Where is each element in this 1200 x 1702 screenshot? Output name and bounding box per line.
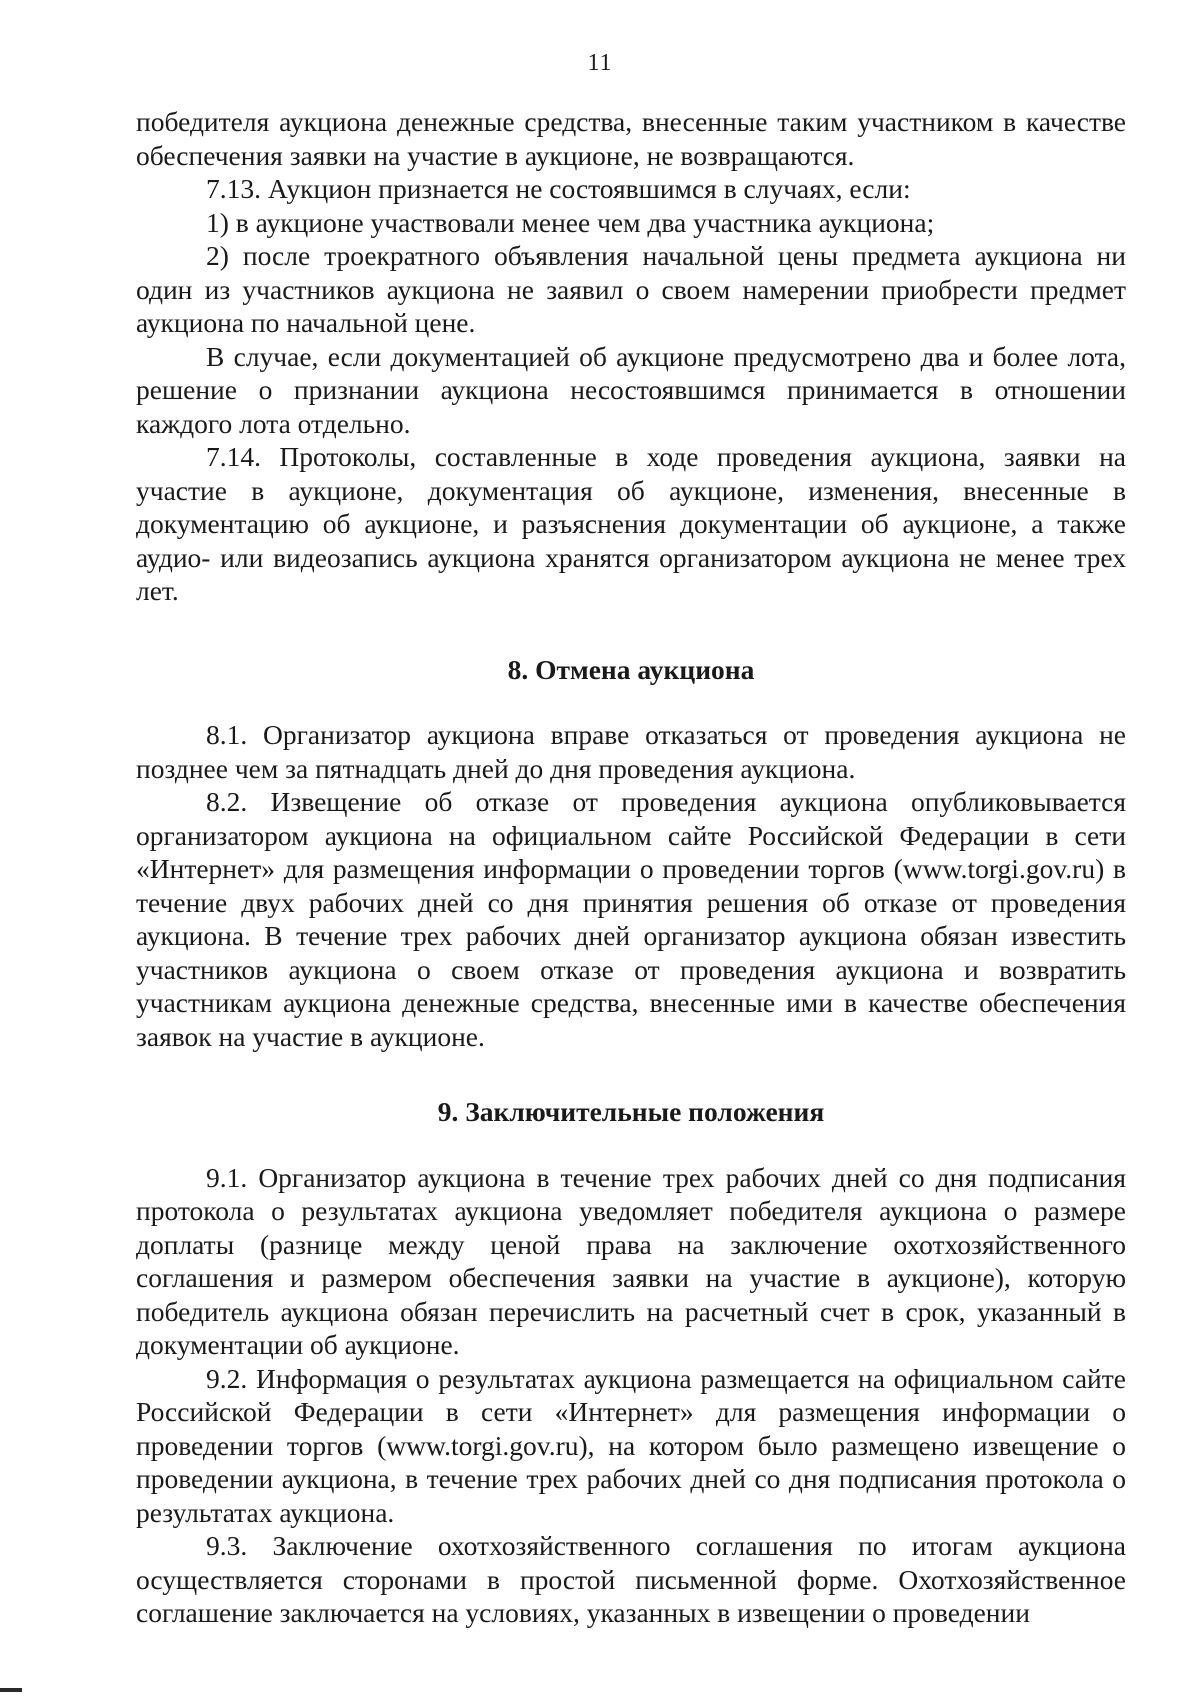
paragraph: В случае, если документацией об аукционе предусмотрено два и более лота, решение о признании аукциона несостоявшимся принимается в отношении каждого лота отдельно. [136,340,1126,439]
paragraph: 9.2. Информация о результатах аукциона размещается на официальном сайте Российской Федерации в сети «Интернет» для размещения информации о проведении торгов (www.torgi.gov.ru), на котором было размещено извещение о проведении аукциона, в течение трех рабочих дней со дня подписания протокола о результатах аукциона. [136,1362,1126,1528]
scan-edge-mark [0,1688,22,1692]
paragraph: 8.1. Организатор аукциона вправе отказаться от проведения аукциона не позднее чем за пятнадцать дней до дня проведения аукциона. [136,719,1126,784]
document-body [136,105,1126,1630]
page-number: 11 [587,50,613,76]
paragraph: 8.2. Извещение об отказе от проведения аукциона опубликовывается организатором аукциона на официальном сайте Российской Федерации в сети «Интернет» для размещения информации о проведении торгов (www.torgi.gov.ru) в течение двух рабочих дней со дня принятия решения об отказе от проведения аукциона. В течение трех рабочих дней организатор аукциона обязан известить участников аукциона о своем отказе от проведения аукциона и возвратить участникам аукциона денежные средства, внесенные ими в качестве обеспечения заявок на участие в аукционе. [136,786,1126,1052]
paragraph: 7.13. Аукцион признается не состоявшимся в случаях, если: [206,173,911,204]
paragraph: 7.14. Протоколы, составленные в ходе проведения аукциона, заявки на участие в аукционе, документация об аукционе, изменения, внесенные в документацию об аукционе, и разъяснения документации об аукционе, а также аудио- или видеозапись аукциона хранятся организатором аукциона не менее трех лет. [136,441,1126,606]
paragraph: победителя аукциона денежные средства, внесенные таким участником в качестве обеспечения заявки на участие в аукционе, не возвращаются. [136,106,1126,171]
paragraph: 2) после троекратного объявления начальной цены предмета аукциона ни один из участников аукциона не заявил о своем намерении приобрести предмет аукциона по начальной цене. [136,240,1126,338]
paragraph: 9.3. Заключение охотхозяйственного соглашения по итогам аукциона осуществляется сторонами в простой письменной форме. Охотхозяйственное соглашение заключается на условиях, указанных в извещении о проведении [136,1530,1126,1628]
paragraph: 9.1. Организатор аукциона в течение трех рабочих дней со дня подписания протокола о результатах аукциона уведомляет победителя аукциона о размере доплаты (разнице между ценой права на заключение охотхозяйственного соглашения и размером обеспечения заявки на участие в аукционе), которую победитель аукциона обязан перечислить на расчетный счет в срок, указанный в документации об аукционе. [136,1161,1126,1360]
section-heading: 9. Заключительные положения [437,1096,825,1127]
paragraph: 1) в аукционе участвовали менее чем два участника аукциона; [206,206,935,238]
section-heading: 8. Отмена аукциона [507,653,755,685]
